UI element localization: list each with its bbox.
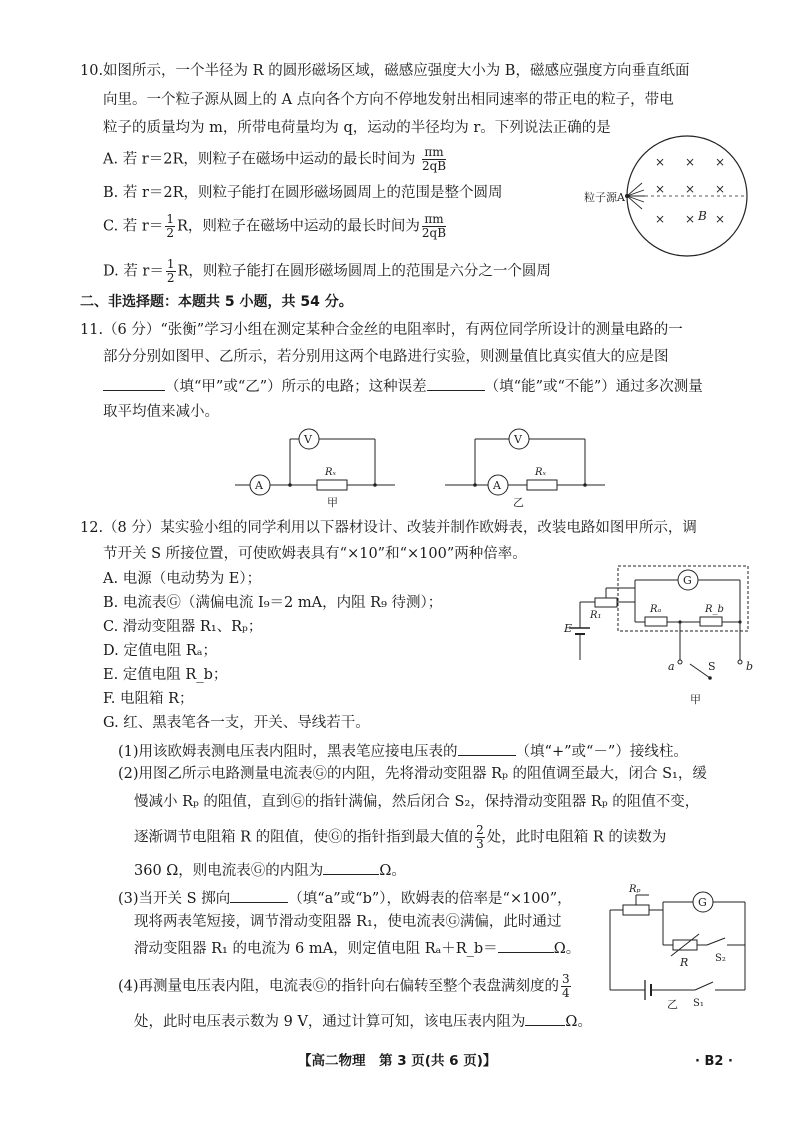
q12-part2-line4-text-a: 360 Ω，则电流表Ⓖ的内阻为 (134, 863, 324, 879)
q11-line3-text-b: （填“能”或“不能”）通过多次测量 (484, 379, 703, 395)
rx-label: Rₓ (325, 467, 337, 478)
fraction-pim-2qb (422, 146, 446, 173)
q12-part3-line1 (118, 890, 572, 907)
frac-num: 1 (166, 212, 174, 226)
resistor-rx (527, 480, 557, 490)
rb-label: R_b (705, 604, 724, 615)
b-label: b (746, 660, 754, 673)
q12-part2-line1: (2)用图乙所示电路测量电流表Ⓖ的内阻，先将滑动变阻器 Rₚ 的阻值调至最大，闭合 S₁，缓 (118, 766, 707, 782)
frac-num: πm (422, 213, 446, 227)
q12-part3-line3 (134, 940, 580, 957)
point-a (625, 194, 629, 198)
ammeter-label: A (493, 479, 501, 492)
s2-label: S₂ (715, 953, 726, 964)
q12-item-e: E. 定值电阻 R_b； (103, 667, 228, 683)
q11-line4: 取平均值来减小。 (103, 404, 219, 420)
q12-part3-line3-text-a: 滑动变阻器 R₁ 的电流为 6 mA，则定值电阻 Rₐ＋R_b＝ (134, 941, 498, 957)
section-heading: 二、非选择题：本题共 5 小题，共 54 分。 (80, 294, 353, 310)
q11-line2: 部分分别如图甲、乙所示，若分别用这两个电路进行实验，则测量值比真实值大的应是图 (103, 349, 669, 365)
q10-stem-line2: 向里。一个粒子源从圆上的 A 点向各个方向不停地发射出相同速率的带正电的粒子，带电 (103, 92, 674, 108)
q12-part4-line2 (134, 1013, 592, 1030)
frac-den: 2qB (421, 226, 447, 240)
g-label: G (698, 896, 707, 909)
q12-part3-line1-text-a: (3)当开关 S 掷向 (118, 891, 231, 907)
answer-blank[interactable] (427, 378, 485, 391)
answer-blank[interactable] (525, 1013, 565, 1026)
frac-den: 4 (562, 986, 570, 1000)
q12-part4-line1-text-a: (4)再测量电压表内阻，电流表Ⓖ的指针向右偏转至整个表盘满刻度的 (118, 978, 560, 995)
rheostat-r1 (595, 598, 617, 607)
q10-option-c (103, 213, 448, 240)
q11-line3-text-a: （填“甲”或“乙”）所示的电路；这种误差 (165, 379, 427, 395)
q12-item-f: F. 电阻箱 R； (103, 691, 194, 707)
rp-label: Rₚ (629, 884, 641, 895)
source-label: 粒子源A (584, 191, 625, 204)
q12-part4-line1 (118, 973, 573, 1000)
variable-arrow (671, 934, 699, 956)
q10-stem-line3: 粒子的质量均为 m，所带电荷量均为 q，运动的半径均为 r。下列说法正确的是 (103, 120, 611, 136)
cross-marks (655, 155, 725, 226)
q10-magnetic-field-figure (580, 125, 760, 270)
frac-num: 3 (562, 972, 570, 986)
s1-label: S₁ (693, 998, 704, 1009)
terminal-a (678, 660, 682, 664)
fraction-three-quarters (561, 973, 571, 1000)
cross-mark: × (655, 212, 666, 226)
resistor-rx (317, 480, 347, 490)
r1-label: R₁ (590, 610, 602, 621)
q10-option-a (103, 146, 448, 173)
q10-option-a-text: A. 若 r＝2R，则粒子在磁场中运动的最长时间为 (103, 151, 416, 168)
a-label: a (668, 660, 675, 673)
voltmeter-label: V (304, 433, 312, 446)
answer-blank[interactable] (323, 862, 379, 875)
q12-part1 (118, 743, 688, 760)
q12-part1-text-a: (1)用该欧姆表测电压表内阻时，黑表笔应接电压表的 (118, 744, 458, 760)
s-label: S (708, 660, 716, 673)
rheostat-rp (623, 905, 649, 915)
q10-option-d (103, 258, 551, 285)
answer-blank[interactable] (498, 940, 554, 953)
field-b-label: B (698, 209, 707, 223)
q12-item-d: D. 定值电阻 Rₐ； (103, 643, 217, 659)
cross-mark: × (715, 155, 726, 169)
q10-option-b: B. 若 r＝2R，则粒子能打在圆形磁场圆周上的范围是整个圆周 (103, 185, 503, 201)
q11-line3 (103, 378, 703, 395)
q12-part3-line3-text-b: Ω。 (553, 941, 581, 957)
switch-s2 (707, 938, 725, 945)
frac-num: πm (422, 146, 446, 160)
frac-den: 2qB (421, 159, 447, 173)
frac-num: 1 (166, 257, 175, 271)
cross-mark: × (655, 182, 666, 196)
q11-circuit-yi (445, 425, 620, 510)
q10-option-c-pre: C. 若 r＝ (103, 218, 164, 235)
answer-blank[interactable] (230, 890, 288, 903)
fraction-pim-2qb (422, 213, 446, 240)
q11-circuit-jia (235, 425, 410, 510)
switch-s1 (695, 982, 713, 990)
q12-line1: 12.（8 分）某实验小组的同学利用以下器材设计、改装并制作欧姆表，改装电路如图甲所示，调 (80, 520, 697, 536)
q12-item-g: G. 红、黑表笔各一支，开关、导线若干。 (103, 715, 370, 731)
q12-part2-line3-text-b: 处，此时电阻箱 R 的读数为 (486, 829, 667, 846)
q12-part2-line3-text-a: 逐渐调节电阻箱 R 的阻值，使Ⓖ的指针指到最大值的 (134, 829, 474, 846)
frac-den: 2 (166, 271, 175, 285)
q12-line2: 节开关 S 所接位置，可使欧姆表具有“×10”和“×100”两种倍率。 (103, 546, 527, 562)
answer-blank[interactable] (103, 378, 165, 391)
cross-mark: × (685, 155, 696, 169)
footer-code: · B2 · (695, 1054, 733, 1069)
answer-blank[interactable] (458, 743, 516, 756)
q12-part2-line2: 慢减小 Rₚ 的阻值，直到Ⓖ的指针满偏，然后闭合 S₂，保持滑动变阻器 Rₚ 的阻值不变， (134, 794, 700, 810)
q10-option-d-pre: D. 若 r＝ (103, 263, 164, 280)
yi-caption: 乙 (667, 998, 678, 1011)
cross-mark: × (715, 182, 726, 196)
resistor-ra (645, 617, 667, 626)
q10-option-d-post: R，则粒子能打在圆形磁场圆周上的范围是六分之一个圆周 (177, 263, 551, 280)
cross-mark: × (655, 155, 666, 169)
q10-option-c-post: R，则粒子在磁场中运动的最长时间为 (176, 218, 420, 235)
terminal-b (738, 660, 742, 664)
q12-item-a: A. 电源（电动势为 E）； (103, 571, 262, 587)
jia-caption: 甲 (327, 496, 338, 509)
q12-circuit-yi (605, 880, 755, 1010)
r-label: R (680, 956, 689, 969)
frac-den: 2 (166, 226, 174, 240)
ra-label: Rₐ (650, 604, 662, 615)
q12-part2-line3 (134, 824, 666, 851)
frac-num: 2 (476, 823, 484, 837)
fraction-one-half (166, 258, 176, 285)
q12-part1-text-b: （填“+”或“－”）接线柱。 (515, 744, 688, 760)
yi-caption: 乙 (513, 496, 524, 509)
q12-part3-line1-text-b: （填“a”或“b”），欧姆表的倍率是“×100”， (288, 891, 572, 907)
q12-item-b: B. 电流表Ⓖ（满偏电流 I₉＝2 mA，内阻 R₉ 待测）； (103, 595, 443, 611)
q12-part4-line2-text-a: 处，此时电压表示数为 9 V，通过计算可知，该电压表内阻为 (134, 1014, 526, 1030)
cross-mark: × (715, 212, 726, 226)
resistor-rb (700, 617, 722, 626)
q11-line1: 11.（6 分）“张衡”学习小组在测定某种合金丝的电阻率时，有两位同学所设计的测量电路的一 (80, 322, 683, 338)
q12-part4-line2-text-b: Ω。 (565, 1014, 592, 1030)
q12-circuit-jia (560, 560, 760, 710)
switch-s (690, 664, 710, 678)
q12-part3-line2: 现将两表笔短接，调节滑动变阻器 R₁，使电流表Ⓖ满偏，此时通过 (134, 914, 562, 930)
ammeter-label: A (255, 479, 263, 492)
fraction-one-half (165, 213, 175, 240)
q12-part2-line4 (134, 862, 406, 879)
voltmeter-label: V (514, 433, 522, 446)
q10-stem-line1: 10.如图所示，一个半径为 R 的圆形磁场区域，磁感应强度大小为 B，磁感应强度方向垂直纸面 (80, 63, 690, 79)
e-label: E (564, 622, 573, 635)
cross-mark: × (685, 182, 696, 196)
fraction-two-thirds (475, 824, 485, 851)
q12-part2-line4-text-b: Ω。 (379, 863, 406, 879)
footer-title: 【高二物理 第 3 页(共 6 页)】 (298, 1053, 497, 1069)
rx-label: Rₓ (535, 467, 547, 478)
frac-den: 3 (476, 837, 484, 851)
jia-caption: 甲 (690, 693, 701, 706)
source-rays (627, 183, 645, 209)
g-label: G (683, 574, 692, 587)
cross-mark: × (685, 212, 696, 226)
q12-item-c: C. 滑动变阻器 R₁、Rₚ； (103, 619, 263, 635)
